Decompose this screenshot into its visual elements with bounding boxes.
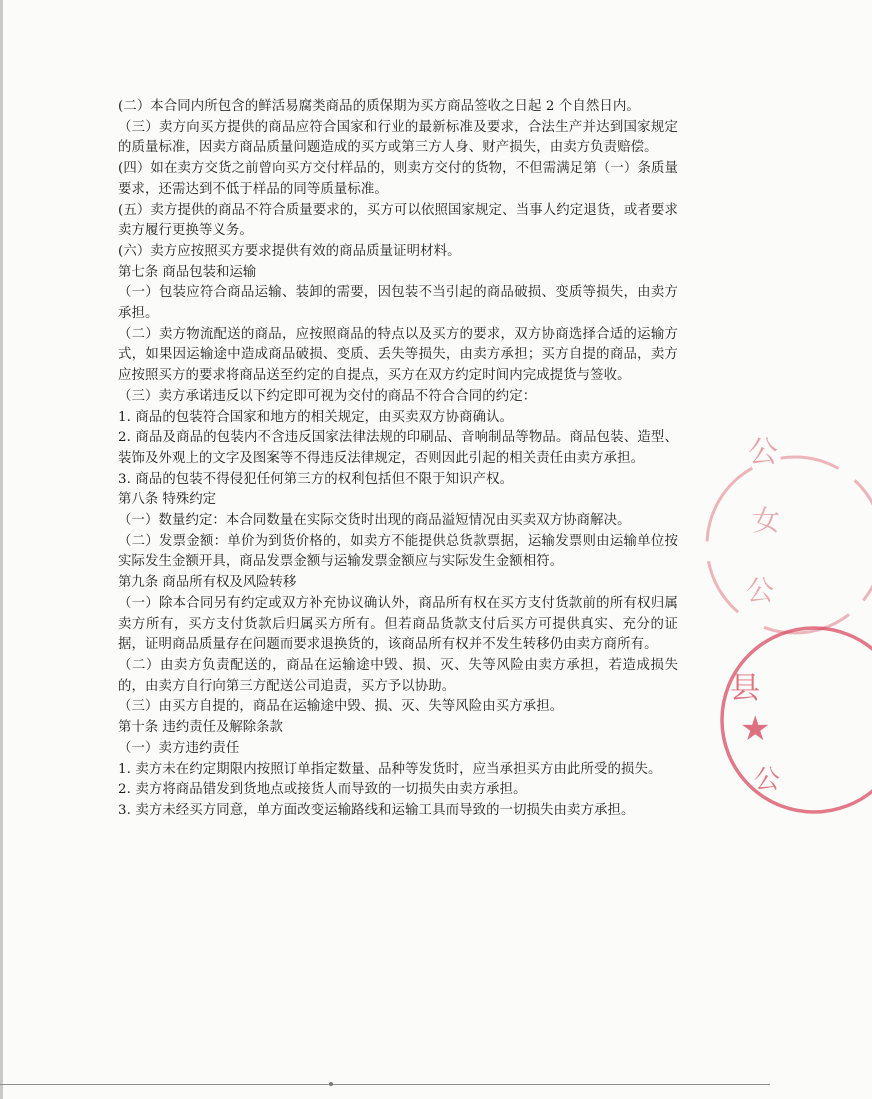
scan-bottom-line: [0, 1084, 770, 1085]
seal-star: ★: [740, 709, 771, 749]
clause-2-shelf-life: (二）本合同内所包含的鲜活易腐类商品的质保期为买方商品签收之日起 2 个自然日内。: [118, 99, 640, 114]
scan-left-edge: [0, 0, 3, 1099]
article-7-item-2: 2. 商品及商品的包装内不含违反国家法律法规的印刷品、音响制品等物品。商品包装、造型、装饰及外观上的文字及图案等不得违反法律规定，否则因此引起的相关责任由卖方承担。: [118, 430, 678, 466]
article-7-clause-2: （二）卖方物流配送的商品，应按照商品的特点以及买方的要求，双方协商选择合适的运输方式，如果因运输途中造成商品破损、变质、丢失等损失，由卖方承担；买方自提的商品，卖方应按照买方的要求将商品送至约定的自提点，买方在双方约定时间内完成提货与签收。: [118, 326, 678, 384]
clause-5-return: (五）卖方提供的商品不符合质量要求的，买方可以依照国家规定、当事人约定退货，或者要求卖方履行更换等义务。: [118, 202, 678, 239]
article-7-heading: 第七条 商品包装和运输: [118, 264, 257, 280]
article-8-heading: 第八条 特殊约定: [118, 492, 216, 508]
seal-char: 公: [754, 765, 781, 795]
article-10-item-3: 3. 卖方未经买方同意，单方面改变运输路线和运输工具而导致的一切损失由卖方承担。: [118, 802, 635, 818]
seal-char: 县: [730, 671, 760, 706]
article-9-heading: 第九条 商品所有权及风险转移: [118, 575, 297, 591]
article-7-clause-1: （一）包装应符合商品运输、装卸的需要，因包装不当引起的商品破损、变质等损失，由卖方承担。: [118, 285, 678, 322]
article-8-clause-2: （二）发票金额：单价为到货价格的，如卖方不能提供总货款票据，运输发票则由运输单位按实际发生金额开具，商品发票金额与运输发票金额应与实际发生金额相符。: [118, 533, 678, 570]
clause-4-sample-standard: (四）如在卖方交货之前曾向买方交付样品的，则卖方交付的货物，不但需满足第（一）条质量要求，还需达到不低于样品的同等质量标准。: [118, 161, 678, 197]
county-seal-stamp: [712, 620, 872, 820]
article-9-clause-2: （二）由卖方负责配送的，商品在运输途中毁、损、灭、失等风险由卖方承担，若造成损失的，由卖方自行向第三方配送公司追责，买方予以协助。: [118, 657, 678, 694]
article-10-item-2: 2. 卖方将商品错发到货地点或接货人而导致的一切损失由卖方承担。: [118, 782, 527, 798]
article-7-clause-3: （三）卖方承诺违反以下约定即可视为交付的商品不符合合同的约定：: [118, 388, 537, 404]
scan-dot: [329, 1082, 333, 1086]
seal-char: 公: [748, 435, 778, 470]
article-10-clause-1: （一）卖方违约责任: [118, 740, 240, 756]
article-7-item-1: 1. 商品的包装符合国家和地方的相关规定，由买卖双方协商确认。: [118, 409, 514, 425]
article-10-heading: 第十条 违约责任及解除条款: [118, 720, 283, 736]
clause-3-quality-standard: （三）卖方向买方提供的商品应符合国家和行业的最新标准及要求，合法生产并达到国家规定的质量标准，因卖方商品质量问题造成的买方或第三方人身、财产损失，由卖方负责赔偿。: [118, 119, 678, 156]
article-8-clause-1: （一）数量约定：本合同数量在实际交货时出现的商品溢短情况由买卖双方协商解决。: [118, 513, 631, 529]
seal-char: 女: [752, 504, 781, 537]
seal-char: 公: [746, 574, 775, 607]
clause-6-certificate: (六）卖方应按照买方要求提供有效的商品质量证明材料。: [118, 243, 461, 259]
article-9-clause-1: （一）除本合同另有约定或双方补充协议确认外，商品所有权在买方支付货款前的所有权归属卖方所有，买方支付货款后归属买方所有。但若商品货款支付后买方可提供真实、充分的证据，证明商品质量存在问题而要求退换货的，该商品所有权并不发生转移仍由卖方商所有。: [118, 595, 678, 653]
article-10-item-1: 1. 卖方未在约定期限内按照订单指定数量、品种等发货时，应当承担买方由此所受的损失。: [118, 761, 662, 777]
article-7-item-3: 3. 商品的包装不得侵犯任何第三方的权利包括但不限于知识产权。: [118, 471, 514, 487]
article-9-clause-3: （三）由买方自提的，商品在运输途中毁、损、灭、失等风险由买方承担。: [118, 699, 564, 715]
contract-text: [118, 97, 678, 822]
